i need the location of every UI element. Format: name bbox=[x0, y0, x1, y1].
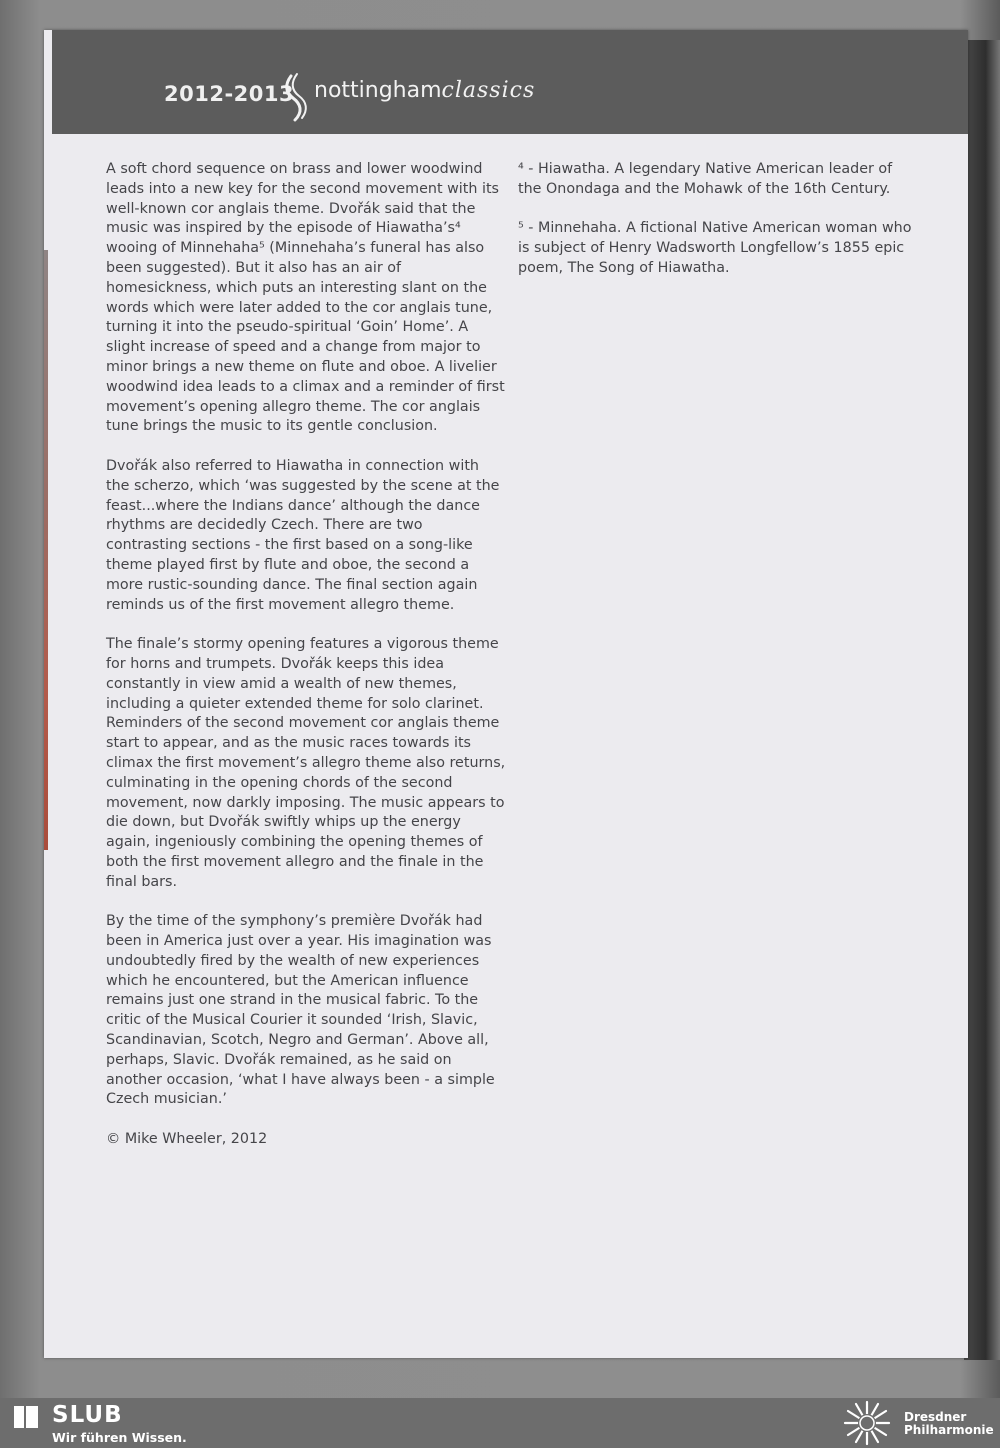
paragraph-second-movement: A soft chord sequence on brass and lower woodwind leads into a new key for the second movement with its well-known cor anglais theme. Dvořák said that the music was inspired by the episode of Hiawatha’s⁴ wooing of Minnehaha⁵ (Minnehaha’s funeral has also been suggested). But it also has an air of homesickness, which puts an interesting slant on the words which were later added to the cor anglais tune, turning it into the pseudo-spiritual ‘Goin’ Home’. A slight increase of speed and a change from major to minor brings a new theme on flute and oboe. A livelier woodwind idea leads to a climax and a reminder of first movement’s opening allegro theme. The cor anglais tune brings the music to its gentle conclusion. bbox=[106, 161, 505, 435]
footnote-4: ⁴ - Hiawatha. A legendary Native American leader of the Onondaga and the Mohawk of the 16th Century. bbox=[518, 161, 893, 197]
digitization-footer-bar bbox=[0, 1398, 1000, 1448]
main-text-column bbox=[106, 160, 506, 1170]
brand-italic: classics bbox=[441, 78, 536, 103]
brand-wordmark bbox=[314, 78, 535, 103]
brand-main: nottingham bbox=[314, 78, 442, 103]
left-edge-strip bbox=[44, 250, 48, 850]
adjacent-page-edge bbox=[964, 40, 1000, 1360]
footnote-5: ⁵ - Minnehaha. A fictional Native American woman who is subject of Henry Wadsworth Longfellow’s 1855 epic poem, The Song of Hiawatha. bbox=[518, 220, 912, 276]
partner-name-line1: Dresdner bbox=[904, 1410, 967, 1424]
slub-tagline: Wir führen Wissen. bbox=[52, 1430, 187, 1445]
partner-name-line2: Philharmonie bbox=[904, 1423, 994, 1437]
paragraph-finale: The finale’s stormy opening features a vigorous theme for horns and trumpets. Dvořák keeps this idea constantly in view amid a wealth of new themes, including a quieter extended theme for solo clarinet. Reminders of the second movement cor anglais theme start to appear, and as the music races towards its climax the first movement’s allegro theme also returns, culminating in the opening chords of the second movement, now darkly imposing. The music appears to die down, but Dvořák swiftly whips up the energy again, ingeniously combining the opening themes of both the first movement allegro and the finale in the final bars. bbox=[106, 636, 506, 890]
nottingham-classics-logo-icon bbox=[281, 70, 311, 124]
slub-name: SLUB bbox=[52, 1402, 123, 1428]
copyright-credit: © Mike Wheeler, 2012 bbox=[106, 1131, 268, 1148]
slub-book-icon bbox=[12, 1404, 40, 1430]
page-header bbox=[52, 30, 968, 134]
paragraph-scherzo: Dvořák also referred to Hiawatha in connection with the scherzo, which ‘was suggested by the scene at the feast...where the Indians dance’ although the dance rhythms are decidedly Czech. There are two contrasting sections - the first based on a song-like theme played first by flute and oboe, the second a more rustic-sounding dance. The final section again reminds us of the first movement allegro theme. bbox=[106, 457, 500, 613]
season-label: 2012-2013 bbox=[164, 82, 295, 106]
philharmonie-sunburst-logo-icon bbox=[842, 1400, 892, 1446]
paragraph-premiere: By the time of the symphony’s première Dvořák had been in America just over a year. His imagination was undoubtedly fired by the wealth of new experiences which he encountered, but the American influence remains just one strand in the musical fabric. To the critic of the Musical Courier it sounded ‘Irish, Slavic, Scandinavian, Scotch, Negro and German’. Above all, perhaps, Slavic. Dvořák remained, as he said on another occasion, ‘what I have always been - a simple Czech musician.’ bbox=[106, 913, 495, 1108]
programme-page bbox=[44, 30, 968, 1358]
footnotes-column bbox=[518, 160, 918, 299]
